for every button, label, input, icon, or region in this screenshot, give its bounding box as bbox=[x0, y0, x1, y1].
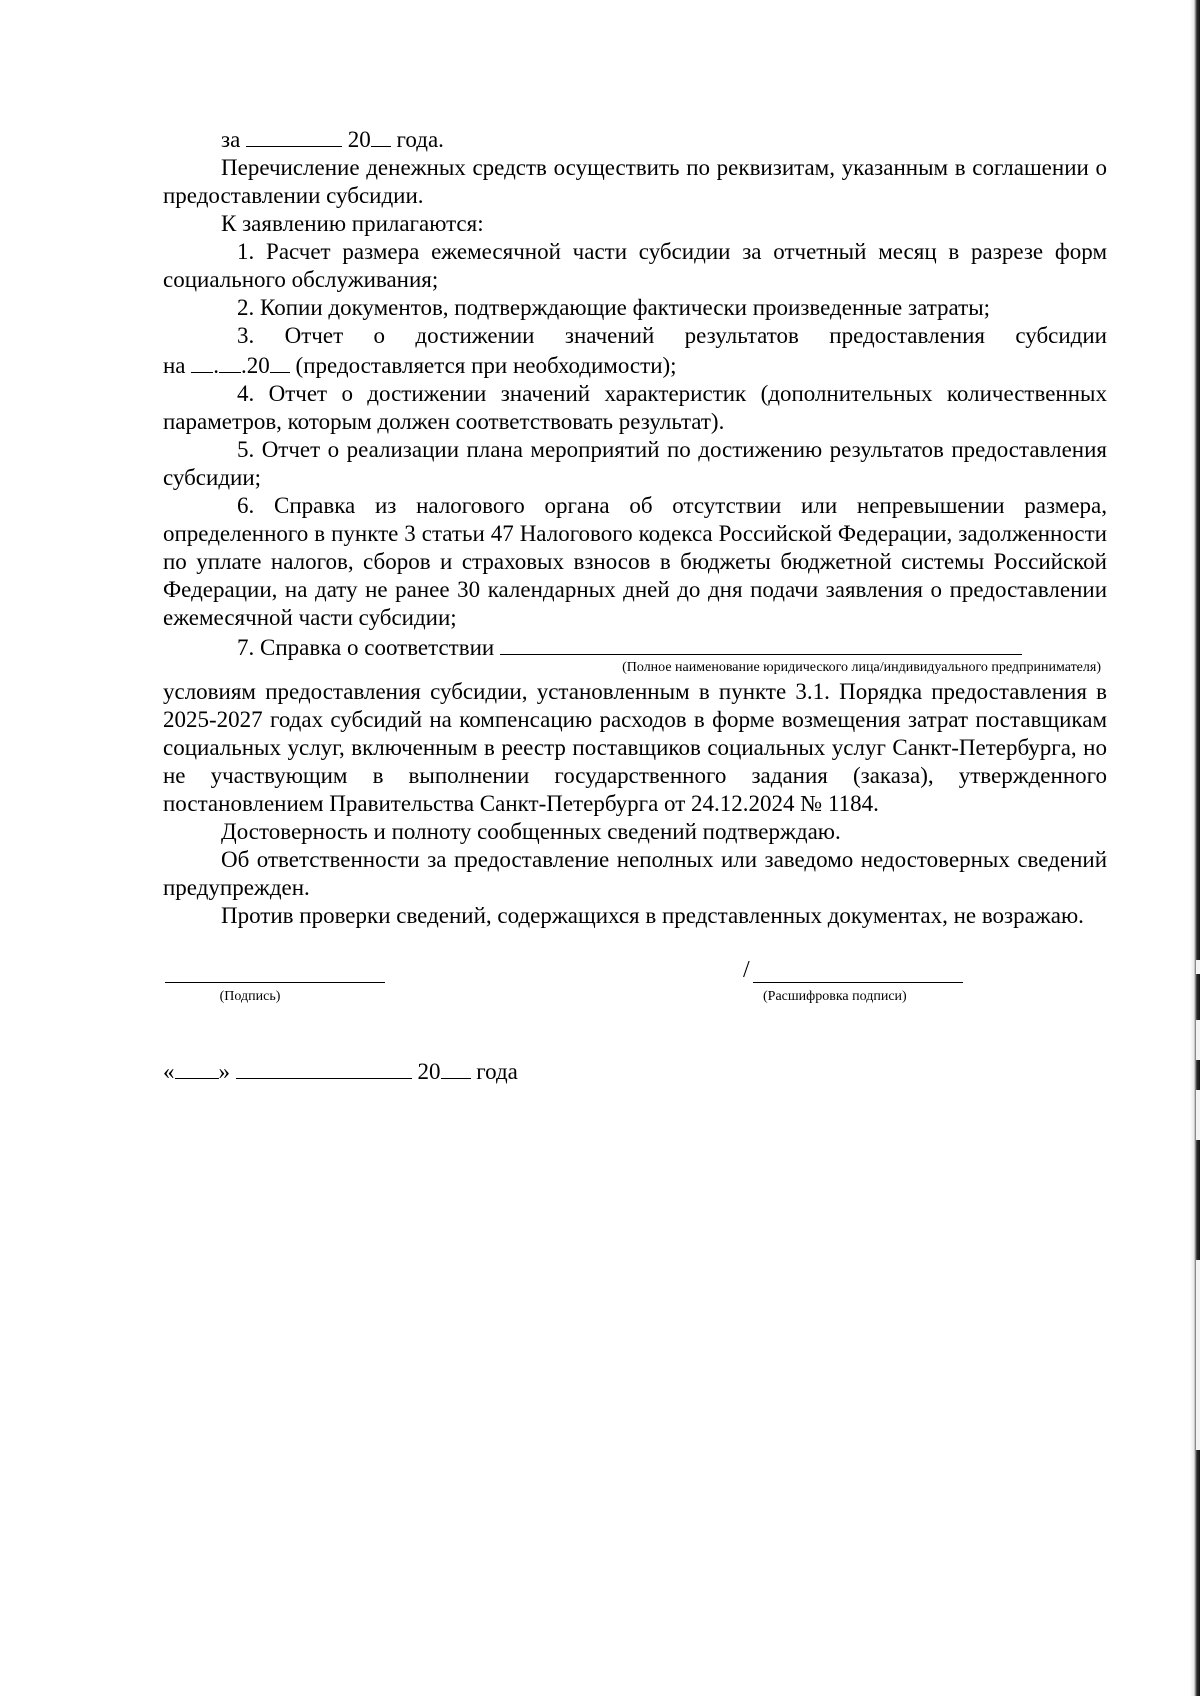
decryption-line bbox=[753, 956, 963, 983]
transfer-paragraph: Перечисление денежных средств осуществить по реквизитам, указанным в соглашении о предоставлении субсидии. bbox=[163, 155, 1107, 208]
attachment-item-7: 7. Справка о соответствии bbox=[163, 632, 1107, 662]
decryption-label: (Расшифровка подписи) bbox=[763, 989, 907, 1004]
day-blank bbox=[191, 350, 213, 373]
attachment-item-6: 6. Справка из налогового органа об отсутствии или непревышении размера, определенного в пункте 3 статьи 47 Налогового кодекса Российской Федерации, задолженности по уплате налогов, сборов и страховых взносов в бюджеты бюджетной системы Российской Федерации, на дату не ранее 30 календарных дней до дня подачи заявления о предоставлении ежемесячной части субсидии; bbox=[163, 493, 1107, 630]
responsibility-paragraph: Об ответственности за предоставление неполных или заведомо недостоверных сведений предупрежден. bbox=[163, 847, 1107, 900]
date-month-blank bbox=[236, 1056, 412, 1079]
period-line: за 20 года. bbox=[163, 124, 1107, 154]
document-page bbox=[163, 124, 1107, 1086]
decryption-field bbox=[743, 956, 973, 1011]
period-year-blank bbox=[371, 124, 391, 147]
date-day-blank bbox=[175, 1056, 219, 1079]
month-blank bbox=[219, 350, 241, 373]
attachment-item-2: 2. Копии документов, подтверждающие фактически произведенные затраты; bbox=[237, 295, 991, 320]
organization-name-blank bbox=[500, 632, 1022, 655]
signature-field bbox=[165, 966, 385, 1011]
attachment-item-3-date: на . .20 (предоставляется при необходимости); bbox=[163, 350, 1107, 380]
attachment-item-3: 3. Отчет о достижении значений результатов предоставления субсидии bbox=[237, 323, 1107, 348]
attachment-item-1: 1. Расчет размера ежемесячной части субсидии за отчетный месяц в разрезе форм социального обслуживания; bbox=[163, 239, 1107, 292]
attachment-item-7-continuation: условиям предоставления субсидии, установленным в пункте 3.1. Порядка предоставления в 2025-2027 годах субсидий на компенсацию расходов в форме возмещения затрат поставщикам социальных услуг, включенным в реестр поставщиков социальных услуг Санкт-Петербурга, но не участвующим в выполнении государственного задания (заказа), утвержденного постановлением Правительства Санкт-Петербурга от 24.12.2024 № 1184. bbox=[163, 679, 1107, 816]
no-objection-paragraph: Против проверки сведений, содержащихся в представленных документах, не возражаю. bbox=[221, 903, 1084, 928]
signature-label: (Подпись) bbox=[219, 989, 281, 1004]
attachment-item-5: 5. Отчет о реализации плана мероприятий по достижению результатов предоставления субсидии; bbox=[163, 437, 1107, 490]
signature-slash: / bbox=[743, 957, 750, 983]
attachment-item-4: 4. Отчет о достижении значений характеристик (дополнительных количественных параметров, которым должен соответствовать результат). bbox=[163, 381, 1107, 434]
period-month-blank bbox=[246, 124, 342, 147]
date-line: « » 20 года bbox=[163, 1056, 1107, 1086]
confirm-paragraph: Достоверность и полноту сообщенных сведений подтверждаю. bbox=[221, 819, 841, 844]
organization-name-caption: (Полное наименование юридического лица/индивидуального предпринимателя) bbox=[622, 660, 1101, 675]
date-year-blank bbox=[441, 1056, 471, 1079]
signature-block bbox=[163, 956, 1107, 1016]
year-blank bbox=[270, 350, 290, 373]
scan-edge bbox=[1190, 0, 1200, 1696]
signature-line bbox=[165, 966, 385, 983]
attachments-heading: К заявлению прилагаются: bbox=[221, 211, 484, 236]
